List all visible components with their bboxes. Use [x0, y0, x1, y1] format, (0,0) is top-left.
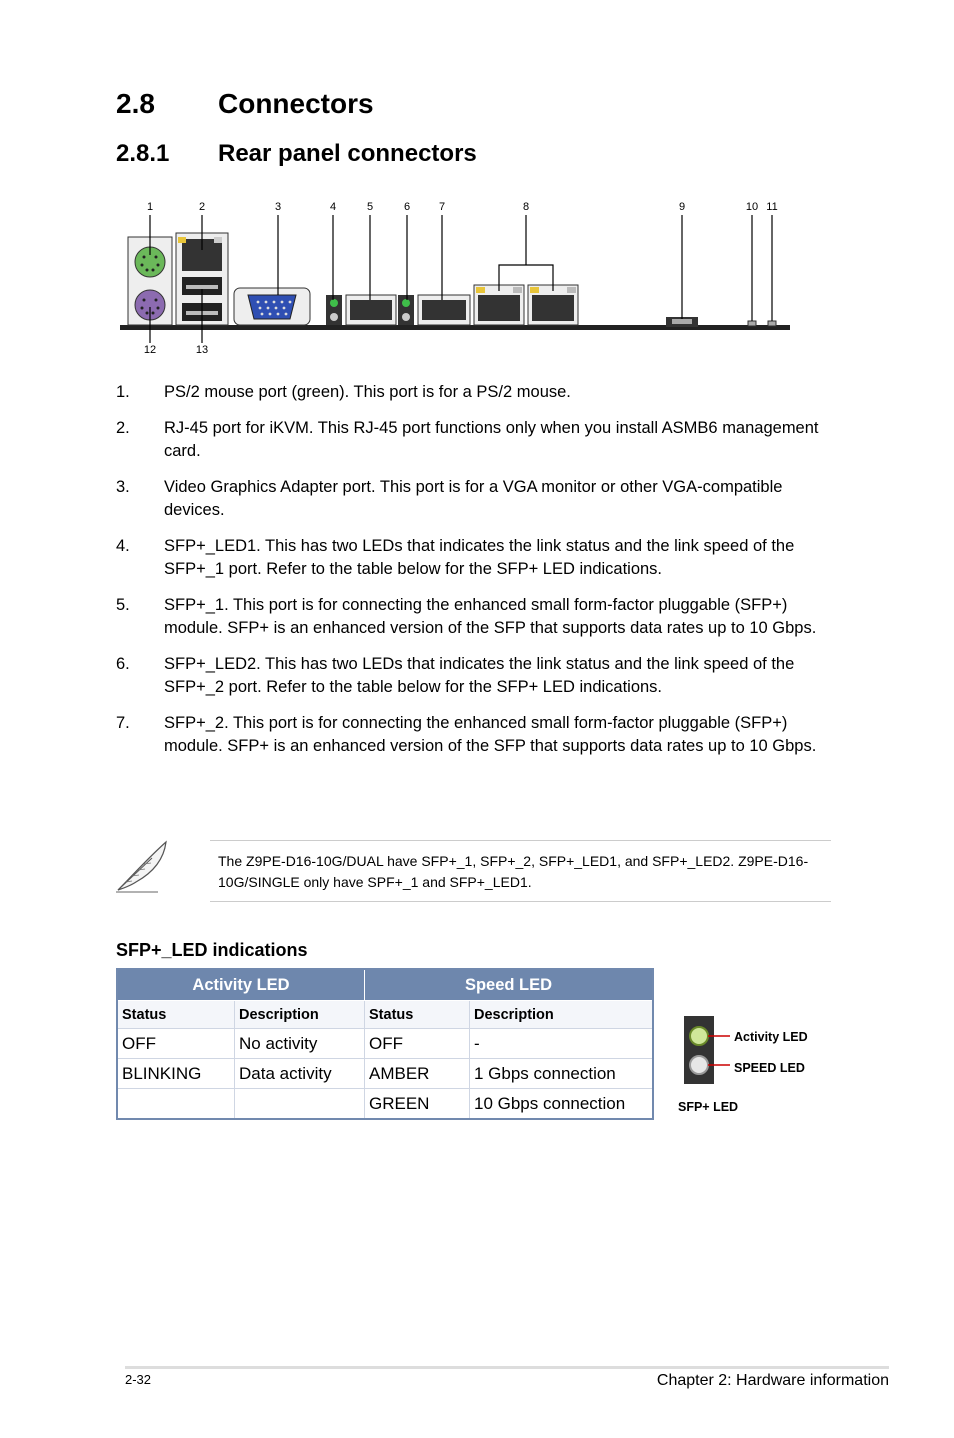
- callout-1: 1: [146, 201, 154, 213]
- callout-4: 4: [329, 201, 337, 213]
- item-text: Video Graphics Adapter port. This port is for a VGA monitor or other VGA-compatible devices.: [164, 478, 783, 519]
- item-number: 2.: [116, 419, 130, 437]
- callout-2: 2: [198, 201, 206, 213]
- section-title: Connectors: [218, 88, 374, 119]
- item-number: 3.: [116, 478, 130, 496]
- item-number: 1.: [116, 383, 130, 401]
- table-cell: [235, 1089, 365, 1120]
- list-item: [116, 381, 831, 404]
- callout-9: 9: [678, 201, 686, 213]
- callout-3: 3: [274, 201, 282, 213]
- table-cell: GREEN: [365, 1089, 470, 1120]
- table-cell: [117, 1089, 235, 1120]
- group-header-activity: Activity LED: [117, 969, 365, 1001]
- group-header-speed: Speed LED: [365, 969, 654, 1001]
- table-cell: OFF: [365, 1029, 470, 1059]
- subsection-heading: [116, 140, 477, 168]
- callout-12: 12: [143, 344, 157, 356]
- item-text: RJ-45 port for iKVM. This RJ-45 port functions only when you install ASMB6 management card.: [164, 419, 819, 460]
- item-text: SFP+_1. This port is for connecting the enhanced small form-factor pluggable (SFP+) module. SFP+ is an enhanced version of the SFP that supports data rates up to 10 Gbps.: [164, 596, 817, 637]
- sfp-led-caption: SFP+ LED: [678, 1100, 739, 1114]
- table-subheader-row: [117, 1001, 653, 1029]
- table-cell: -: [470, 1029, 654, 1059]
- list-item: [116, 653, 831, 699]
- table-row: [117, 1029, 653, 1059]
- table-group-header-row: [117, 969, 653, 1001]
- callout-6: 6: [403, 201, 411, 213]
- list-item: [116, 417, 831, 463]
- table-row: [117, 1089, 653, 1120]
- rear-panel-diagram: [110, 195, 800, 365]
- chapter-title: Chapter 2: Hardware information: [656, 1372, 889, 1389]
- footer-divider: [125, 1366, 889, 1369]
- callout-10: 10: [745, 201, 759, 213]
- subsection-number: 2.8.1: [116, 140, 170, 167]
- led-table: [116, 968, 654, 1120]
- connector-list: [116, 381, 831, 771]
- callout-11: 11: [766, 201, 778, 213]
- item-number: 7.: [116, 714, 130, 732]
- table-cell: 1 Gbps connection: [470, 1059, 654, 1089]
- page-number: 2-32: [125, 1372, 152, 1387]
- top-callout-numbers: [147, 201, 778, 213]
- item-number: 6.: [116, 655, 130, 673]
- section-heading: [116, 88, 374, 120]
- item-text: SFP+_LED2. This has two LEDs that indicates the link status and the link speed of the SFP+_2 port. Refer to the table below for the SFP+ LED indications.: [164, 655, 795, 696]
- callout-7: 7: [438, 201, 446, 213]
- item-number: 5.: [116, 596, 130, 614]
- table-cell: 10 Gbps connection: [470, 1089, 654, 1120]
- list-item: [116, 712, 831, 758]
- table-cell: OFF: [117, 1029, 235, 1059]
- callout-13: 13: [195, 344, 209, 356]
- col-header: Status: [365, 1001, 470, 1029]
- list-item: [116, 476, 831, 522]
- list-item: [116, 594, 831, 640]
- item-text: PS/2 mouse port (green). This port is for a PS/2 mouse.: [164, 383, 571, 401]
- sfp-led-figure: [676, 1012, 826, 1122]
- item-number: 4.: [116, 537, 130, 555]
- note-box: [210, 840, 831, 902]
- callout-5: 5: [366, 201, 374, 213]
- table-row: [117, 1059, 653, 1089]
- activity-led-label: Activity LED: [734, 1030, 808, 1044]
- bottom-callout-numbers: [144, 344, 208, 356]
- col-header: Status: [117, 1001, 235, 1029]
- subsection-title: Rear panel connectors: [218, 140, 477, 167]
- table-cell: Data activity: [235, 1059, 365, 1089]
- table-cell: AMBER: [365, 1059, 470, 1089]
- feather-note-icon: [112, 836, 174, 896]
- speed-led-label: SPEED LED: [734, 1061, 805, 1075]
- list-item: [116, 535, 831, 581]
- section-number: 2.8: [116, 88, 155, 119]
- col-header: Description: [235, 1001, 365, 1029]
- col-header: Description: [470, 1001, 654, 1029]
- table-cell: No activity: [235, 1029, 365, 1059]
- table-cell: BLINKING: [117, 1059, 235, 1089]
- item-text: SFP+_LED1. This has two LEDs that indicates the link status and the link speed of the SFP+_1 port. Refer to the table below for the SFP+ LED indications.: [164, 537, 795, 578]
- item-text: SFP+_2. This port is for connecting the enhanced small form-factor pluggable (SFP+) module. SFP+ is an enhanced version of the SFP that supports data rates up to 10 Gbps.: [164, 714, 817, 755]
- led-section-title: SFP+_LED indications: [116, 940, 308, 960]
- callout-8: 8: [522, 201, 530, 213]
- note-text: The Z9PE-D16-10G/DUAL have SFP+_1, SFP+_2, SFP+_LED1, and SFP+_LED2. Z9PE-D16-10G/SINGLE only have SPF+_1 and SFP+_LED1.: [218, 853, 809, 890]
